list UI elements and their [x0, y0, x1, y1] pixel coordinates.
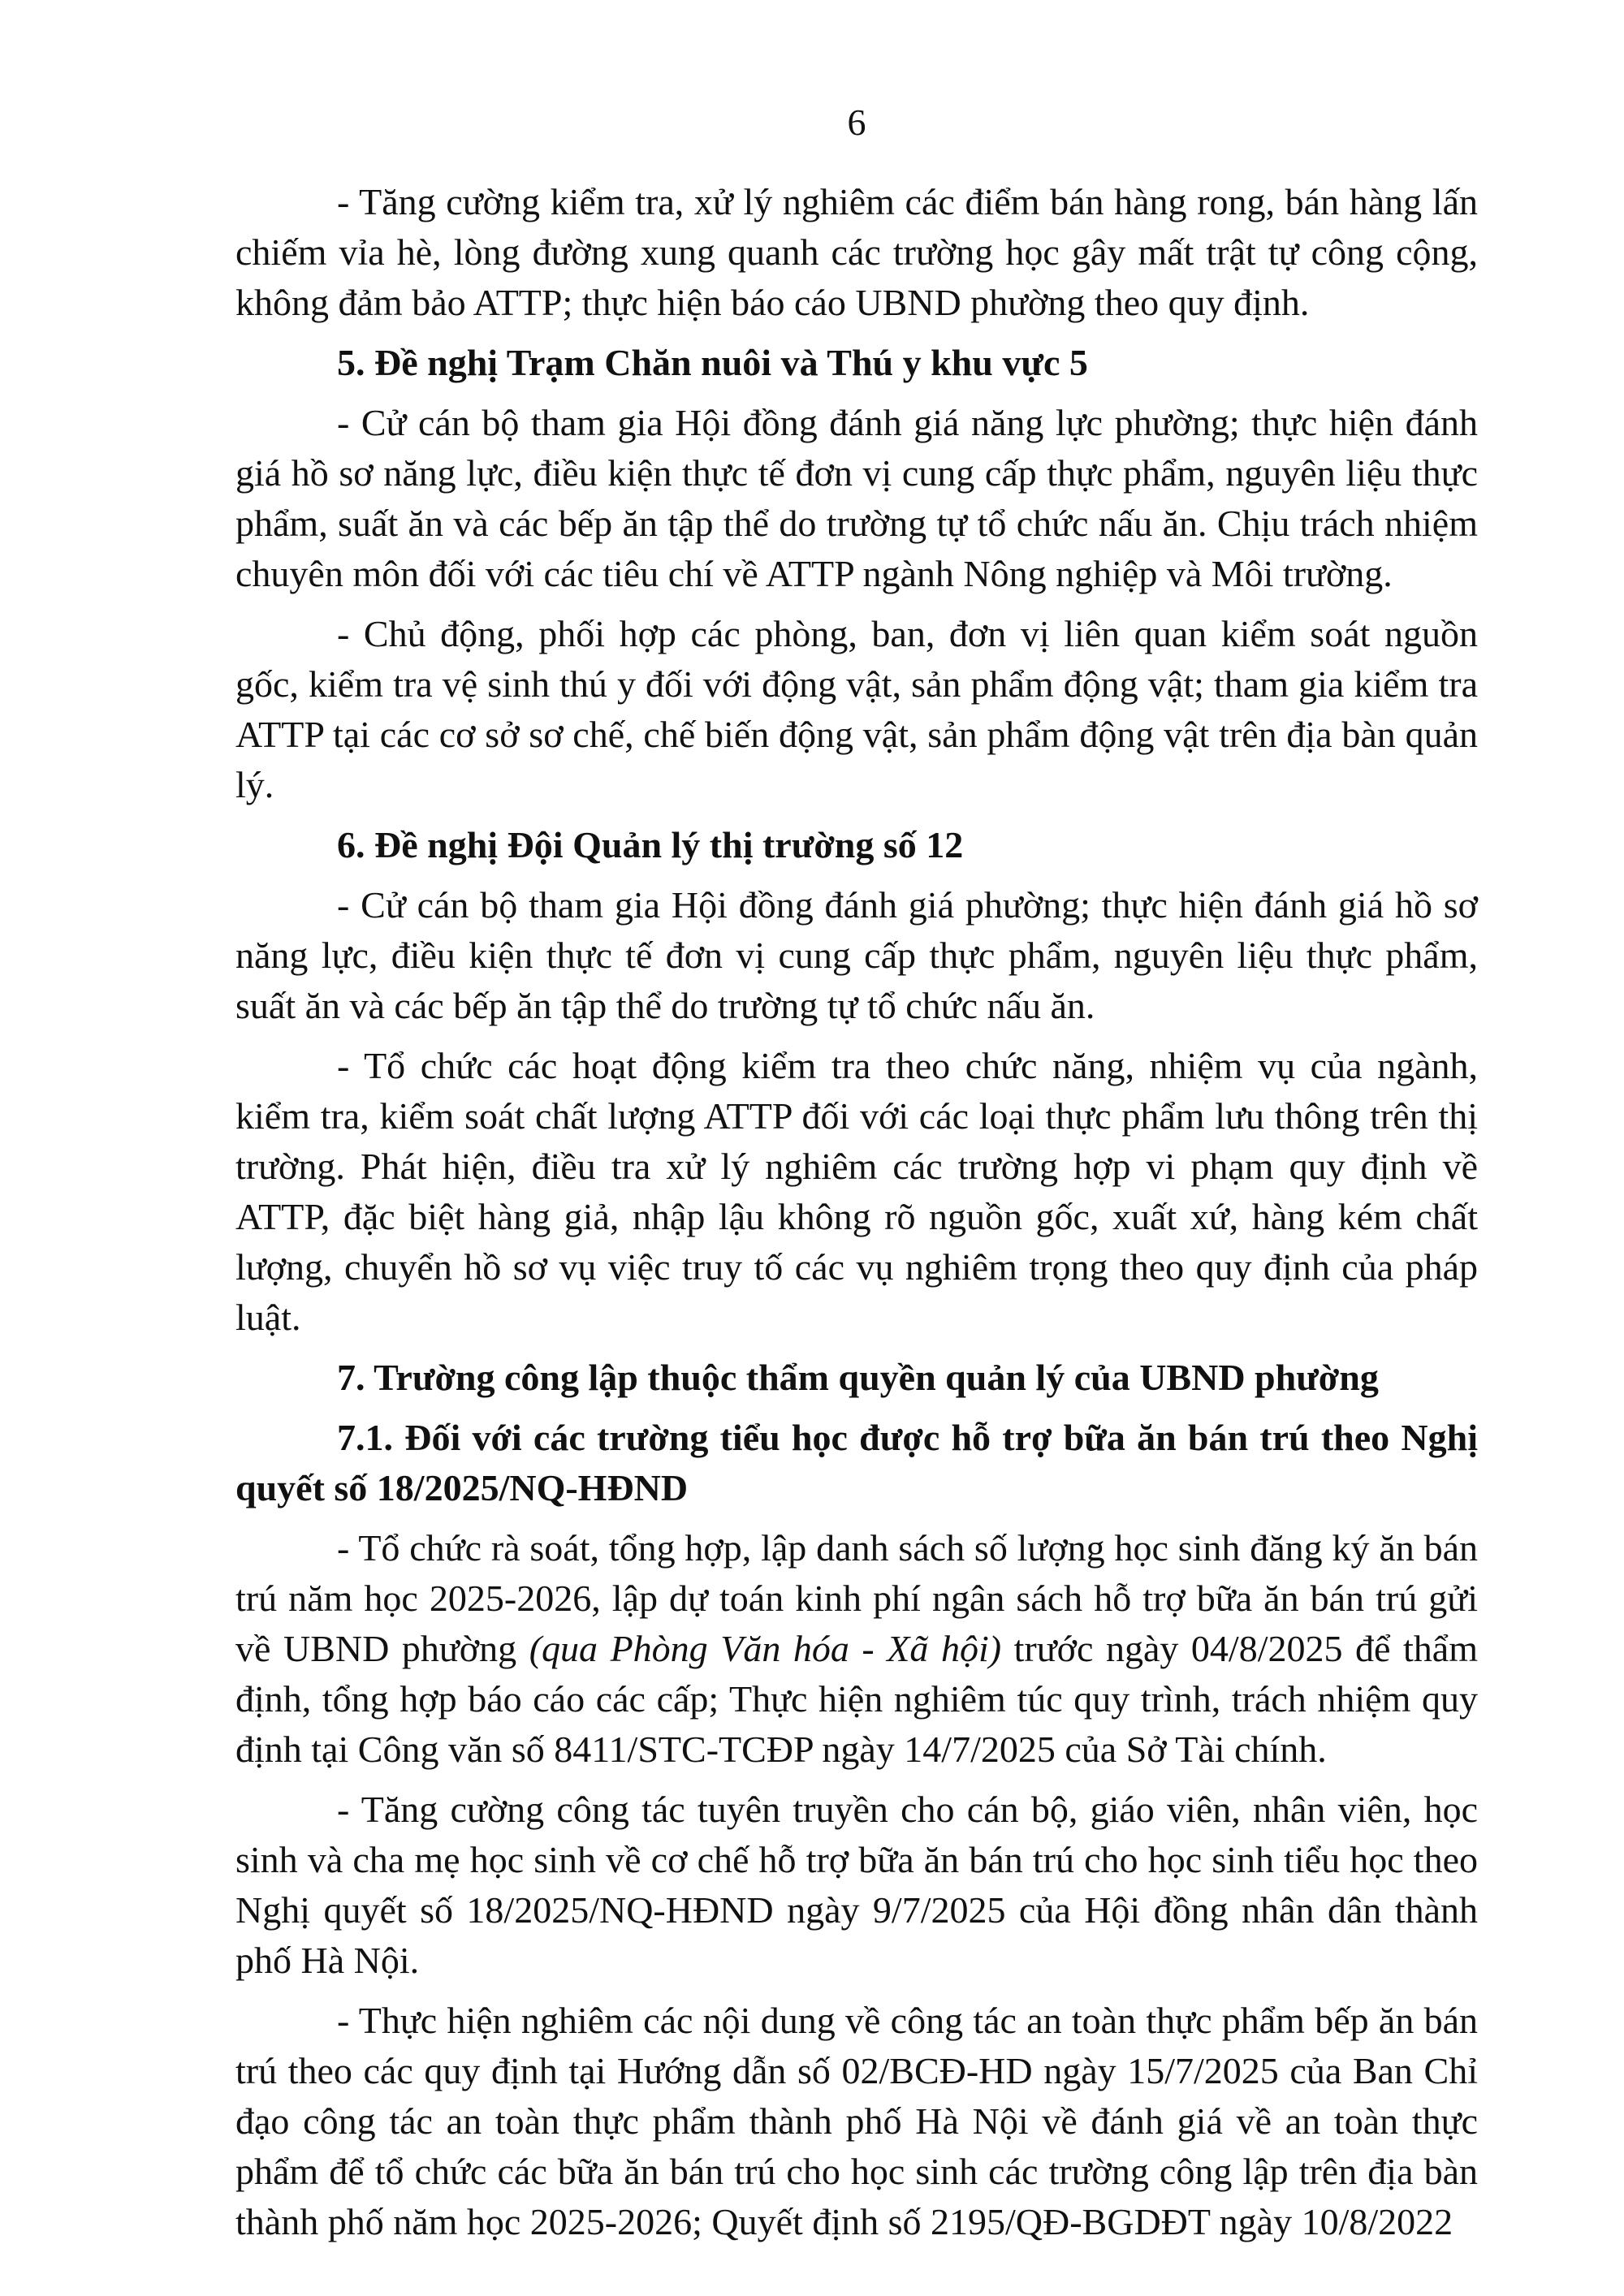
paragraph-section-5-1: - Cử cán bộ tham gia Hội đồng đánh giá năng lực phường; thực hiện đánh giá hồ sơ năng lực, điều kiện thực tế đơn vị cung cấp thực phẩm, nguyên liệu thực phẩm, suất ăn và các bếp ăn tập thể do trường tự tổ chức nấu ăn. Chịu trách nhiệm chuyên môn đối với các tiêu chí về ATTP ngành Nông nghiệp và Môi trường.	[235, 402, 1478, 594]
paragraph-section-6-1: - Cử cán bộ tham gia Hội đồng đánh giá phường; thực hiện đánh giá hồ sơ năng lực, điều kiện thực tế đơn vị cung cấp thực phẩm, nguyên liệu thực phẩm, suất ăn và các bếp ăn tập thể do trường tự tổ chức nấu ăn.	[235, 884, 1478, 1026]
page-number: 6	[847, 101, 866, 143]
paragraph-section-7-1-1	[235, 1523, 1478, 1775]
paragraph-section-7-1-3: - Thực hiện nghiêm các nội dung về công tác an toàn thực phẩm bếp ăn bán trú theo các quy định tại Hướng dẫn số 02/BCĐ-HD ngày 15/7/2025 của Ban Chỉ đạo công tác an toàn thực phẩm thành phố Hà Nội về đánh giá về an toàn thực phẩm để tổ chức các bữa ăn bán trú cho học sinh các trường công lập trên địa bàn thành phố năm học 2025-2026; Quyết định số 2195/QĐ-BGDĐT ngày 10/8/2022	[235, 2000, 1478, 2242]
heading-section-7: 7. Trường công lập thuộc thẩm quyền quản lý của UBND phường	[337, 1357, 1379, 1398]
paragraph-text-start: - Tổ chức rà soát, tổng hợp, lập danh sách số lượng học sinh đăng ký ăn bán trú năm học 2025-2026, lập dự toán kinh phí ngân sách hỗ trợ bữa ăn bán trú gửi về UBND phường	[235, 1527, 1478, 1669]
heading-section-7-1: 7.1. Đối với các trường tiểu học được hỗ trợ bữa ăn bán trú theo Nghị quyết số 18/2025/NQ-HĐND	[235, 1417, 1478, 1508]
paragraph-street-vendors: - Tăng cường kiểm tra, xử lý nghiêm các điểm bán hàng rong, bán hàng lấn chiếm vỉa hè, lòng đường xung quanh các trường học gây mất trật tự công cộng, không đảm bảo ATTP; thực hiện báo cáo UBND phường theo quy định.	[235, 181, 1478, 323]
heading-section-6: 6. Đề nghị Đội Quản lý thị trường số 12	[337, 824, 964, 865]
paragraph-section-7-1-2: - Tăng cường công tác tuyên truyền cho cán bộ, giáo viên, nhân viên, học sinh và cha mẹ học sinh về cơ chế hỗ trợ bữa ăn bán trú cho học sinh tiểu học theo Nghị quyết số 18/2025/NQ-HĐND ngày 9/7/2025 của Hội đồng nhân dân thành phố Hà Nội.	[235, 1789, 1478, 1981]
paragraph-section-5-2: - Chủ động, phối hợp các phòng, ban, đơn vị liên quan kiểm soát nguồn gốc, kiểm tra vệ sinh thú y đối với động vật, sản phẩm động vật; tham gia kiểm tra ATTP tại các cơ sở sơ chế, chế biến động vật, sản phẩm động vật trên địa bàn quản lý.	[235, 613, 1478, 805]
paragraph-text-end: trước ngày 04/8/2025 để thẩm định, tổng hợp báo cáo các cấp; Thực hiện nghiêm túc quy trình, trách nhiệm quy định tại Công văn số 8411/STC-TCĐP ngày 14/7/2025 của Sở Tài chính.	[235, 1628, 1478, 1770]
paragraph-section-6-2: - Tổ chức các hoạt động kiểm tra theo chức năng, nhiệm vụ của ngành, kiểm tra, kiểm soát chất lượng ATTP đối với các loại thực phẩm lưu thông trên thị trường. Phát hiện, điều tra xử lý nghiêm các trường hợp vi phạm quy định về ATTP, đặc biệt hàng giả, nhập lậu không rõ nguồn gốc, xuất xứ, hàng kém chất lượng, chuyển hồ sơ vụ việc truy tố các vụ nghiêm trọng theo quy định của pháp luật.	[235, 1045, 1478, 1338]
document-page	[235, 97, 1478, 2257]
heading-section-5: 5. Đề nghị Trạm Chăn nuôi và Thú y khu vực 5	[337, 342, 1088, 383]
paragraph-italic-note: (qua Phòng Văn hóa - Xã hội)	[529, 1628, 1002, 1669]
